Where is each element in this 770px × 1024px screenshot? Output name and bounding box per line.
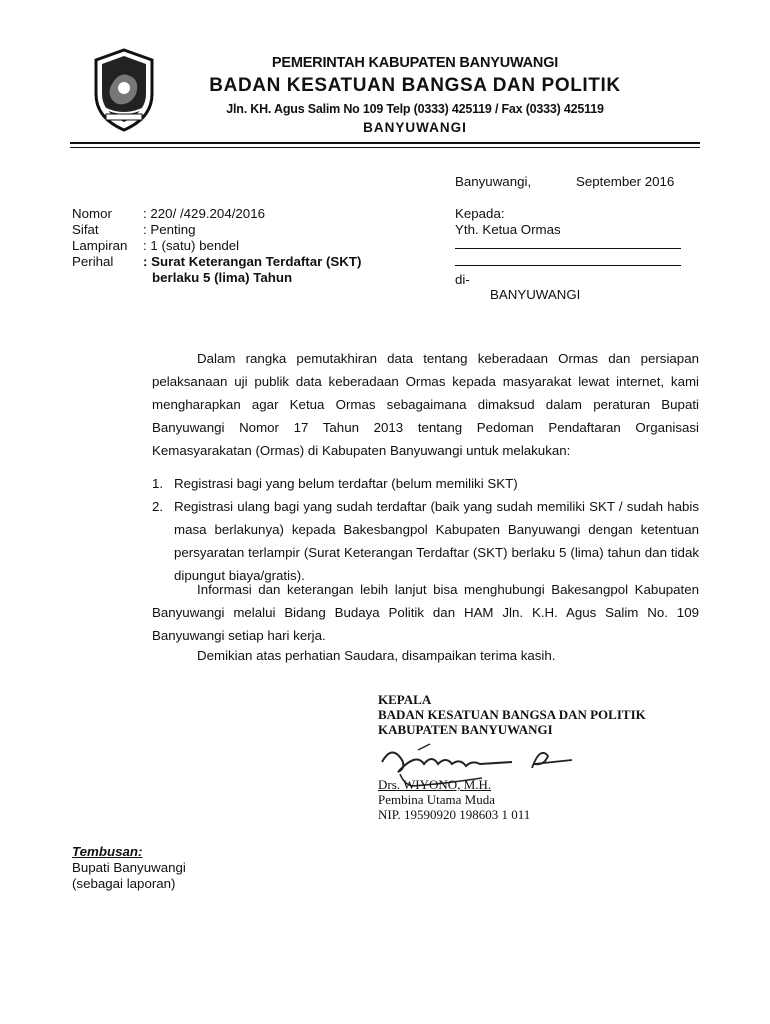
cc-line-1: Bupati Banyuwangi (72, 860, 186, 875)
item-1-text: Registrasi bagi yang belum terdaftar (belum memiliki SKT) (174, 476, 518, 491)
letterhead-government: PEMERINTAH KABUPATEN BANYUWANGI (271, 55, 559, 71)
signature-nip: NIP. 19590920 198603 1 011 (378, 807, 531, 822)
body-paragraph-3: Demikian atas perhatian Saudara, disampaikan terima kasih. (197, 648, 556, 663)
recipient-yth: Yth. Ketua Ormas (455, 222, 561, 237)
recipient-blank-line-2 (455, 265, 681, 266)
letterhead-rule-thick (70, 142, 700, 144)
recipient-city: BANYUWANGI (490, 287, 581, 302)
cc-line-2: (sebagai laporan) (72, 876, 176, 891)
signature-title-3: KABUPATEN BANYUWANGI (378, 722, 553, 737)
recipient-di: di- (455, 272, 470, 287)
meta-label-lampiran: Lampiran (72, 238, 128, 253)
perihal-line2: berlaku 5 (lima) Tahun (152, 270, 293, 285)
body-paragraph-1: Dalam rangka pemutakhiran data tentang keberadaan Ormas dan persiapan pelaksanaan uji publik data keberadaan Ormas kepada masyarakat lewat internet, kami mengharapkan agar Ketua Ormas sebagaimana dimaksud dalam peraturan Bupati Banyuwangi Nomor 17 Tahun 2013 tentang Pedoman Pendaftaran Organisasi Kemasyarakatan (Ormas) di Kabupaten Banyuwangi untuk melakukan: (152, 351, 699, 458)
meta-value-nomor: : 220/ /429.204/2016 (143, 206, 265, 221)
item-2-text: Registrasi ulang bagi yang sudah terdaftar (baik yang sudah memiliki SKT / sudah habis masa berlakunya) kepada Bakesbangpol Kabupaten Banyuwangi dengan ketentuan persyaratan terlampir (Surat Keterangan Terdaftar (SKT) berlaku 5 (lima) tahun dan tidak dipungut biaya/gratis). (174, 499, 699, 583)
letterhead-agency: BADAN KESATUAN BANGSA DAN POLITIK (209, 75, 621, 96)
signature-title-1: KEPALA (378, 692, 432, 707)
meta-label-sifat: Sifat (72, 222, 99, 237)
meta-value-lampiran: : 1 (satu) bendel (143, 238, 240, 253)
meta-value-perihal: : Surat Keterangan Terdaftar (SKT) (143, 254, 362, 269)
signature-rank: Pembina Utama Muda (378, 792, 495, 807)
meta-label-perihal: Perihal (72, 254, 114, 269)
signature-name: Drs. WIYONO, M.H. (378, 777, 492, 792)
cc-heading: Tembusan: (72, 844, 143, 859)
date-place: Banyuwangi, (455, 174, 532, 189)
letterhead-rule-thin (70, 147, 700, 148)
meta-label-nomor: Nomor (72, 206, 112, 221)
item-1-number: 1. (152, 476, 164, 491)
item-2-number: 2. (152, 499, 164, 514)
date-month-year: September 2016 (576, 174, 675, 189)
signature-title-2: BADAN KESATUAN BANGSA DAN POLITIK (378, 707, 646, 722)
body-paragraph-2: Informasi dan keterangan lebih lanjut bisa menghubungi Bakesangpol Kabupaten Banyuwangi melalui Bidang Budaya Politik dan HAM Jln. K.H. Agus Salim No. 109 Banyuwangi setiap hari kerja. (152, 582, 699, 643)
letterhead-address: Jln. KH. Agus Salim No 109 Telp (0333) 425119 / Fax (0333) 425119 (226, 102, 604, 116)
recipient-blank-line-1 (455, 248, 681, 249)
letterhead-city: BANYUWANGI (363, 120, 467, 135)
recipient-kepada: Kepada: (455, 206, 505, 221)
meta-value-sifat: : Penting (143, 222, 196, 237)
